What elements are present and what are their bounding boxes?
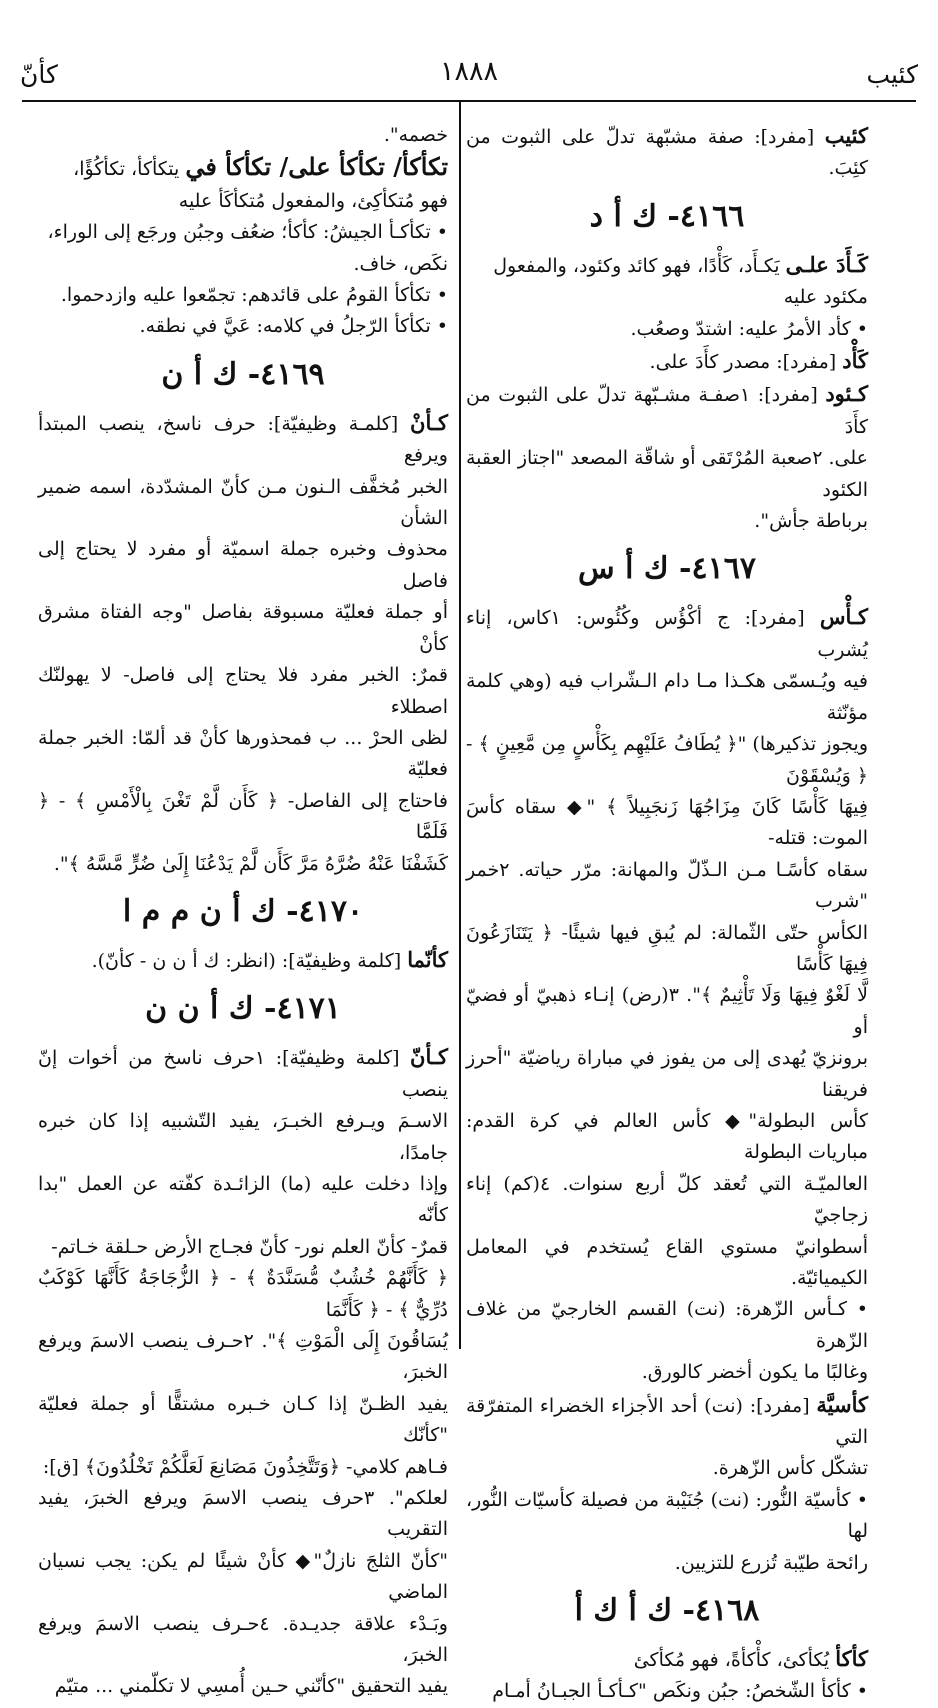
headword: كـأْس xyxy=(819,604,868,630)
text-line xyxy=(38,1169,448,1232)
definition-text: • تكأكأ الرّجلُ في كلامه: عَيَّ في نطقه. xyxy=(139,315,448,338)
definition-text: [مفرد]: صفة مشبّهة تدلّ على الثبوت من كئِبَ. xyxy=(466,126,868,180)
definition-text: برونزيّ يُهدى إلى من يفوز في مباراة رياضيّة "أحرز فريقنا xyxy=(466,1047,868,1101)
definition-text: أو جملة فعليّة مسبوقة بفاصل "وجه الفتاة مشرق كأنْ xyxy=(38,601,448,655)
text-line xyxy=(38,1263,448,1326)
text-line xyxy=(38,120,448,151)
text-line xyxy=(38,407,448,472)
text-line xyxy=(38,660,448,723)
definition-text: يَكـأَد، كَأْدًا، فهو كائد وكئود، والمفعول xyxy=(493,254,786,277)
text-line xyxy=(38,472,448,535)
definition-text: وإذا دخلت عليه (ما) الزائـدة كفّته عن العمل "بدا كأنّه xyxy=(38,1172,448,1227)
text-line xyxy=(38,1106,448,1169)
definition-text: خصمه". xyxy=(383,124,448,146)
entry-number-heading: ٤١٦٦- ك أ د xyxy=(589,198,745,234)
definition-text: تشكّل كأس الزّهرة. xyxy=(712,1457,868,1480)
text-line xyxy=(38,944,448,977)
text-line xyxy=(38,217,448,248)
definition-text: [كلمة وظيفيّة]: ١حرف ناسخ من أخوات إنّ ينصب xyxy=(38,1047,448,1101)
header-last-word: كأنّ xyxy=(20,60,58,89)
text-line xyxy=(466,1453,868,1484)
definition-text: على. ٢صعبة المُرْتَقى أو شاقّة المصعد "اجتاز العقبة الكئود xyxy=(466,447,868,501)
headword: كأكأ xyxy=(835,1646,868,1672)
text-line xyxy=(466,1106,868,1169)
right-column xyxy=(466,120,868,1708)
definition-text: [مفرد]: (نت) أحد الأجزاء الخضراء المتفرّقة التي xyxy=(466,1394,868,1449)
definition-text: مكئود عليه xyxy=(783,286,868,309)
definition-text: برباطة جأش". xyxy=(754,510,868,533)
entry-number-heading: ٤١٦٨- ك أ ك أ xyxy=(574,1593,760,1629)
definition-text: يفيد التحقيق "كأنّني حـين أُمسِي لا تكلّمني ... متيّم xyxy=(54,1675,448,1698)
text-line xyxy=(38,1609,448,1672)
text-line xyxy=(38,1326,448,1389)
definition-text: العالميّـة التي تُعقد كلّ أربع سنوات. ٤(كم) إناء زجاجيّ xyxy=(466,1172,868,1227)
text-line xyxy=(466,120,868,185)
text-line xyxy=(38,280,448,311)
text-line xyxy=(38,1452,448,1483)
definition-text: يتكأكأ، تكأكُؤًا، xyxy=(73,158,186,181)
definition-text: • تكأكـأ الجيشُ: كأكأ؛ ضعُف وجبُن ورجَع إلى الوراء، xyxy=(47,221,448,244)
headword: كَأْد xyxy=(842,348,868,374)
text-line xyxy=(466,506,868,537)
column-divider xyxy=(459,102,461,1349)
headword: تكأكأ/ تكأكأ على/ تكأكأ في xyxy=(185,152,448,182)
definition-text: وغالبًا ما يكون أخضر كالورق. xyxy=(641,1361,868,1384)
text-line xyxy=(466,666,868,729)
text-line xyxy=(38,151,448,185)
definition-text: [مفرد]: مصدر كأَدَ على. xyxy=(649,351,843,374)
definition-text: قمرٌ: الخبر مفرد فلا يحتاج إلى فاصل- لا يهولنّك اصطلاء xyxy=(38,664,448,718)
definition-text: يُسَاقُونَ إِلَى الْمَوْتِ ﴾". ٢حـرف ينصب الاسمَ ويرفع الخبرَ، xyxy=(38,1330,449,1384)
text-line xyxy=(38,786,448,849)
text-line xyxy=(466,378,868,443)
definition-text: الاسـمَ ويـرفع الخبـرَ، يفيد التّشبيه إذا كان خبره جامدًا، xyxy=(38,1110,448,1164)
text-line xyxy=(466,980,868,1043)
text-line xyxy=(38,1041,448,1106)
entry-number-heading: ٤١٦٧- ك أ س xyxy=(578,551,756,587)
left-column xyxy=(38,120,448,1703)
header-first-word: كئيب xyxy=(866,60,918,89)
text-line xyxy=(38,597,448,660)
entry-number-heading: ٤١٦٩- ك أ ن xyxy=(161,356,325,392)
definition-text: • كـأس الزّهرة: (نت) القسم الخارجيّ من غلاف الزّهرة xyxy=(466,1298,868,1352)
page-number: ١٨٨٨ xyxy=(439,56,498,87)
definition-text: لظى الحرْ ... ب فمحذورها كأنْ قد ألمّا: الخبر جملة فعليّة xyxy=(38,726,448,781)
text-line xyxy=(466,792,868,855)
definition-text: كَشَفْنَا عَنْهُ ضُرَّهُ مَرَّ كَأَن لَّمْ يَدْعُنَا إِلَىٰ ضُرٍّ مَّسَّهُ ﴾". xyxy=(53,852,448,875)
definition-text: ويجوز تذكيرها) "﴿ يُطَافُ عَلَيْهِم بِكَأْسٍ مِن مَّعِينٍ ﴾ - ﴿ وَيُسْقَوْنَ xyxy=(466,733,868,787)
text-line xyxy=(38,311,448,342)
text-line xyxy=(466,855,868,918)
text-line xyxy=(466,282,868,313)
definition-text: يُكأكئ، كأْكأةً، فهو مُكأكئ xyxy=(633,1649,836,1672)
definition-text: • تكأكأ القومُ على قائدهم: تجمّعوا عليه وازدحموا. xyxy=(60,284,448,307)
text-line xyxy=(466,1548,868,1579)
definition-text: ﴿ كَأَنَّهُمْ خُشُبٌ مُّسَنَّدَةٌ ﴾ - ﴿ الزُّجَاجَةُ كَأَنَّهَا كَوْكَبٌ دُرِّيٌّ ﴾ - ﴿ كَأَنَّمَا xyxy=(38,1267,448,1321)
definition-text: • كأد الأمرُ عليه: اشتدّ وصعُب. xyxy=(630,317,868,340)
entry-number-heading: ٤١٧٠- ك أ ن م م ا xyxy=(122,893,364,929)
text-line xyxy=(38,534,448,597)
definition-text: [مفرد]: ١صفـة مشـبّهة تدلّ على الثبوت من كأَدَ xyxy=(466,384,868,438)
definition-text: [مفرد]: ج أكْؤُس وكُئُوس: ١كاس، إناء يُشرب xyxy=(466,607,868,661)
definition-text: لَّا لَغْوٌ فِيهَا وَلَا تَأْثِيمٌ ﴾". ٣(رض) إنـاء ذهبيّ أو فضيّ أو xyxy=(466,984,869,1038)
definition-text: رائحة طيّبة تُزرع للتزيين. xyxy=(674,1551,868,1574)
definition-text: كأس البطولة"◆ كأس العالم في كرة القدم: مباريات البطولة xyxy=(466,1109,868,1164)
entry-number-heading: ٤١٧١- ك أ ن ن xyxy=(145,991,341,1027)
text-line xyxy=(466,729,868,792)
definition-text: فِيهَا كَأْسًا كَانَ مِزَاجُهَا زَنجَبِيلاً ﴾ "◆ سقاه كأسَ الموت: قتله- xyxy=(466,795,868,850)
headword: كَـأَدَ علـى xyxy=(785,251,868,277)
headword: كـأنّ xyxy=(410,1044,448,1070)
definition-text: فاحتاج إلى الفاصل- ﴿ كَأَن لَّمْ تَغْنَ بِالْأَمْسِ ﴾ - ﴿ فَلَمَّا xyxy=(38,789,448,844)
text-line xyxy=(38,1671,448,1702)
definition-text: نكَص، خاف. xyxy=(353,252,448,275)
text-line xyxy=(466,443,868,506)
definition-text: فهو مُتكأكِئ، والمفعول مُتكأكَأ عليه xyxy=(178,189,448,212)
text-line xyxy=(466,1294,868,1357)
definition-text: أسطوانيّ مستوي القاع يُستخدم في المعامل الكيميائيّة. xyxy=(466,1235,868,1289)
text-line xyxy=(38,723,448,786)
definition-text: [كلمة وظيفيّة]: (انظر: ك أ ن ن - كأنّ). xyxy=(91,949,408,972)
definition-text: • كأسيّة النُّور: (نت) جُنَيْبة من فصيلة كأسيّات النُّور، لها xyxy=(466,1488,868,1543)
definition-text: لعلكم". ٣حرف ينصب الاسمَ ويرفع الخبرَ، يفيد التقريب xyxy=(38,1487,448,1541)
text-line xyxy=(466,918,868,981)
headword: كأنّما xyxy=(407,946,448,972)
text-line xyxy=(466,345,868,378)
definition-text: الخبر مُخفَّف الـنون مـن كأنّ المشدّدة، اسمه ضمير الشأن xyxy=(38,475,448,530)
text-line xyxy=(466,1043,868,1106)
text-line xyxy=(466,1485,868,1548)
definition-text: سقاه كأسًـا مـن الـذّلّ والمهانة: مرّر حياته. ٢خمر "شرب xyxy=(466,858,868,913)
page-header xyxy=(20,52,918,102)
definition-text: [كلمـة وظيفيّة]: حرف ناسخ، ينصب المبتدأ ويرفع xyxy=(38,412,448,467)
definition-text: وبَـدْء علاقة جديـدة. ٤حـرف ينصب الاسمَ ويرفع الخبرَ، xyxy=(38,1612,448,1667)
definition-text: فيه ويُـسمّى هكـذا مـا دام الـشّراب فيه (وهي كلمة مؤنّثة xyxy=(466,670,868,724)
text-line xyxy=(38,1483,448,1546)
definition-text: • كأكأ الشّخصُ: جبُن ونكَص "كـأكـأ الجبـانُ أمـام xyxy=(492,1680,868,1703)
header-rule xyxy=(22,100,916,102)
definition-text: محذوف وخبره جملة اسميّة أو مفرد لا يحتاج إلى فاصل xyxy=(38,538,448,592)
definition-text: "كأنّ الثلجَ نازلٌ"◆ كأنْ شيئًا لم يكن: يجب نسيان الماضي xyxy=(38,1549,448,1604)
text-line xyxy=(38,249,448,280)
text-line xyxy=(466,314,868,345)
definition-text: الكأس حتّى الثّمالة: لم يُبقِ فيها شيئًا- ﴿ يَتَنَازَعُونَ فِيهَا كَأْسًا xyxy=(466,921,868,975)
headword: كـأنْ xyxy=(410,409,448,435)
text-line xyxy=(466,1169,868,1232)
definition-text: قمرٌ- كأنّ العلم نور- كأنّ فجـاج الأرض حـلقة خـاتم- xyxy=(51,1235,448,1258)
text-line xyxy=(38,186,448,217)
text-line xyxy=(466,1357,868,1388)
definition-text: فـاهم كلامي- ﴿وَتَتَّخِذُونَ مَصَانِعَ لَعَلَّكُمْ تَخْلُدُونَ﴾ [ق]: xyxy=(42,1455,448,1478)
text-line xyxy=(466,1389,868,1454)
text-line xyxy=(466,1232,868,1295)
text-line xyxy=(38,1389,448,1452)
headword: كأسيَّة xyxy=(816,1391,868,1417)
headword: كـئود xyxy=(825,381,868,407)
text-line xyxy=(466,601,868,666)
text-line xyxy=(466,249,868,282)
definition-text: يفيد الظـنّ إذا كـان خـبره مشتقًّا أو جملة فعليّة "كأنّك xyxy=(38,1392,448,1447)
text-line xyxy=(38,1232,448,1263)
text-line xyxy=(38,1546,448,1609)
text-line xyxy=(466,1643,868,1676)
text-line xyxy=(466,1676,868,1707)
text-line xyxy=(38,849,448,880)
headword: كئيب xyxy=(824,123,868,148)
